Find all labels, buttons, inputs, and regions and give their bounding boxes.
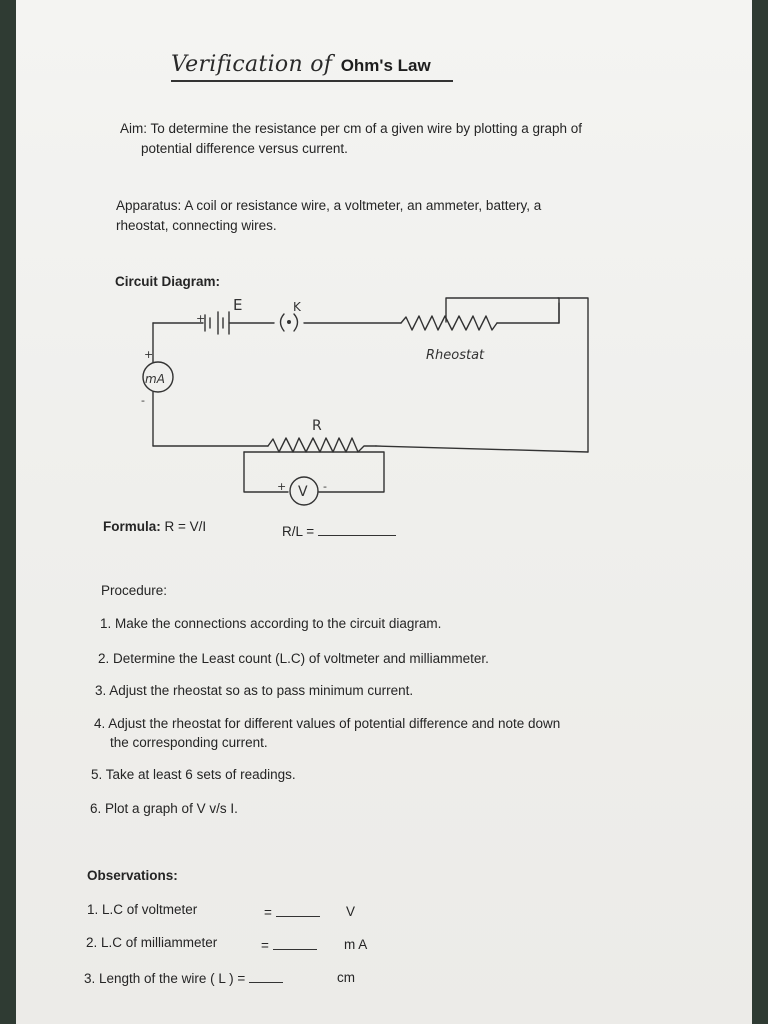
circuit-heading: Circuit Diagram: bbox=[115, 274, 221, 289]
observation-row-1 bbox=[87, 902, 197, 917]
procedure-step-1: 1. Make the connections according to the circuit diagram. bbox=[100, 616, 442, 631]
observation-label-2: 2. L.C of milliammeter bbox=[86, 935, 218, 950]
observation-label-1: 1. L.C of voltmeter bbox=[87, 902, 198, 917]
wire-bottom-right bbox=[376, 446, 588, 452]
ammeter-plus: + bbox=[144, 348, 154, 361]
rheostat-slider bbox=[446, 298, 559, 323]
key-left-arc bbox=[281, 314, 285, 331]
observation-unit-2: m A bbox=[344, 937, 368, 952]
formula-expression: R = V/I bbox=[164, 519, 207, 534]
circuit-diagram bbox=[16, 0, 752, 560]
observation-blank-3 bbox=[249, 968, 283, 983]
observation-row-2 bbox=[86, 935, 217, 950]
title-handwritten: Verification of bbox=[171, 52, 333, 77]
observation-unit-3: cm bbox=[337, 970, 355, 985]
formula-label: Formula: bbox=[103, 519, 161, 534]
observation-eq-sign-3: = bbox=[237, 971, 246, 986]
ammeter-label: mA bbox=[145, 372, 165, 386]
apparatus-line-2: rheostat, connecting wires. bbox=[116, 218, 277, 233]
procedure-step-5: 5. Take at least 6 sets of readings. bbox=[91, 767, 296, 782]
procedure-heading: Procedure: bbox=[101, 583, 168, 598]
voltmeter-wire-right bbox=[244, 452, 384, 492]
battery-label: E bbox=[233, 296, 243, 314]
procedure-step-4: 4. Adjust the rheostat for different values of potential difference and note down bbox=[94, 716, 561, 731]
title-printed: Ohm's Law bbox=[340, 56, 431, 75]
ratio-label: R/L = bbox=[282, 524, 315, 539]
ammeter-minus: - bbox=[141, 394, 145, 407]
voltmeter-label: V bbox=[298, 484, 308, 500]
rheostat-coil bbox=[401, 316, 497, 330]
ratio-blank bbox=[318, 521, 396, 536]
resistor-coil bbox=[268, 438, 376, 452]
voltmeter-plus: + bbox=[277, 480, 287, 493]
rheostat-label: Rheostat bbox=[426, 348, 485, 363]
procedure-step-2: 2. Determine the Least count (L.C) of voltmeter and milliammeter. bbox=[98, 651, 489, 666]
apparatus-text-1: A coil or resistance wire, a voltmeter, an ammeter, battery, a bbox=[184, 198, 542, 213]
battery-cells bbox=[205, 312, 229, 334]
observation-eq-2 bbox=[261, 935, 317, 953]
aim-label: Aim: bbox=[120, 121, 147, 136]
apparatus-label: Apparatus: bbox=[116, 198, 182, 213]
observation-eq-sign-1: = bbox=[264, 905, 272, 920]
battery-plus: + bbox=[196, 312, 206, 325]
document-page bbox=[16, 0, 752, 1024]
resistor-label: R bbox=[312, 418, 322, 434]
aim-line-2: potential difference versus current. bbox=[141, 141, 348, 156]
wire-right-side bbox=[558, 298, 588, 452]
observation-row-3 bbox=[84, 968, 283, 986]
observations-heading: Observations: bbox=[87, 868, 178, 883]
key-right-arc bbox=[294, 314, 298, 331]
ratio-line bbox=[282, 521, 396, 541]
key-dot bbox=[287, 320, 291, 324]
procedure-step-4-cont: the corresponding current. bbox=[110, 735, 268, 750]
observation-blank-1 bbox=[276, 902, 320, 917]
key-label: K bbox=[293, 300, 301, 314]
aim-text-1: To determine the resistance per cm of a given wire by plotting a graph of bbox=[150, 121, 582, 136]
observation-unit-1: V bbox=[346, 904, 356, 919]
formula-line bbox=[103, 518, 206, 536]
procedure-step-6: 6. Plot a graph of V v/s I. bbox=[90, 801, 238, 816]
observation-eq-1 bbox=[264, 902, 320, 920]
observation-blank-2 bbox=[273, 935, 317, 950]
observation-eq-sign-2: = bbox=[261, 938, 269, 953]
procedure-step-3: 3. Adjust the rheostat so as to pass minimum current. bbox=[95, 683, 414, 698]
voltmeter-minus: - bbox=[323, 480, 327, 493]
observation-label-3: 3. Length of the wire ( L ) bbox=[84, 971, 234, 986]
